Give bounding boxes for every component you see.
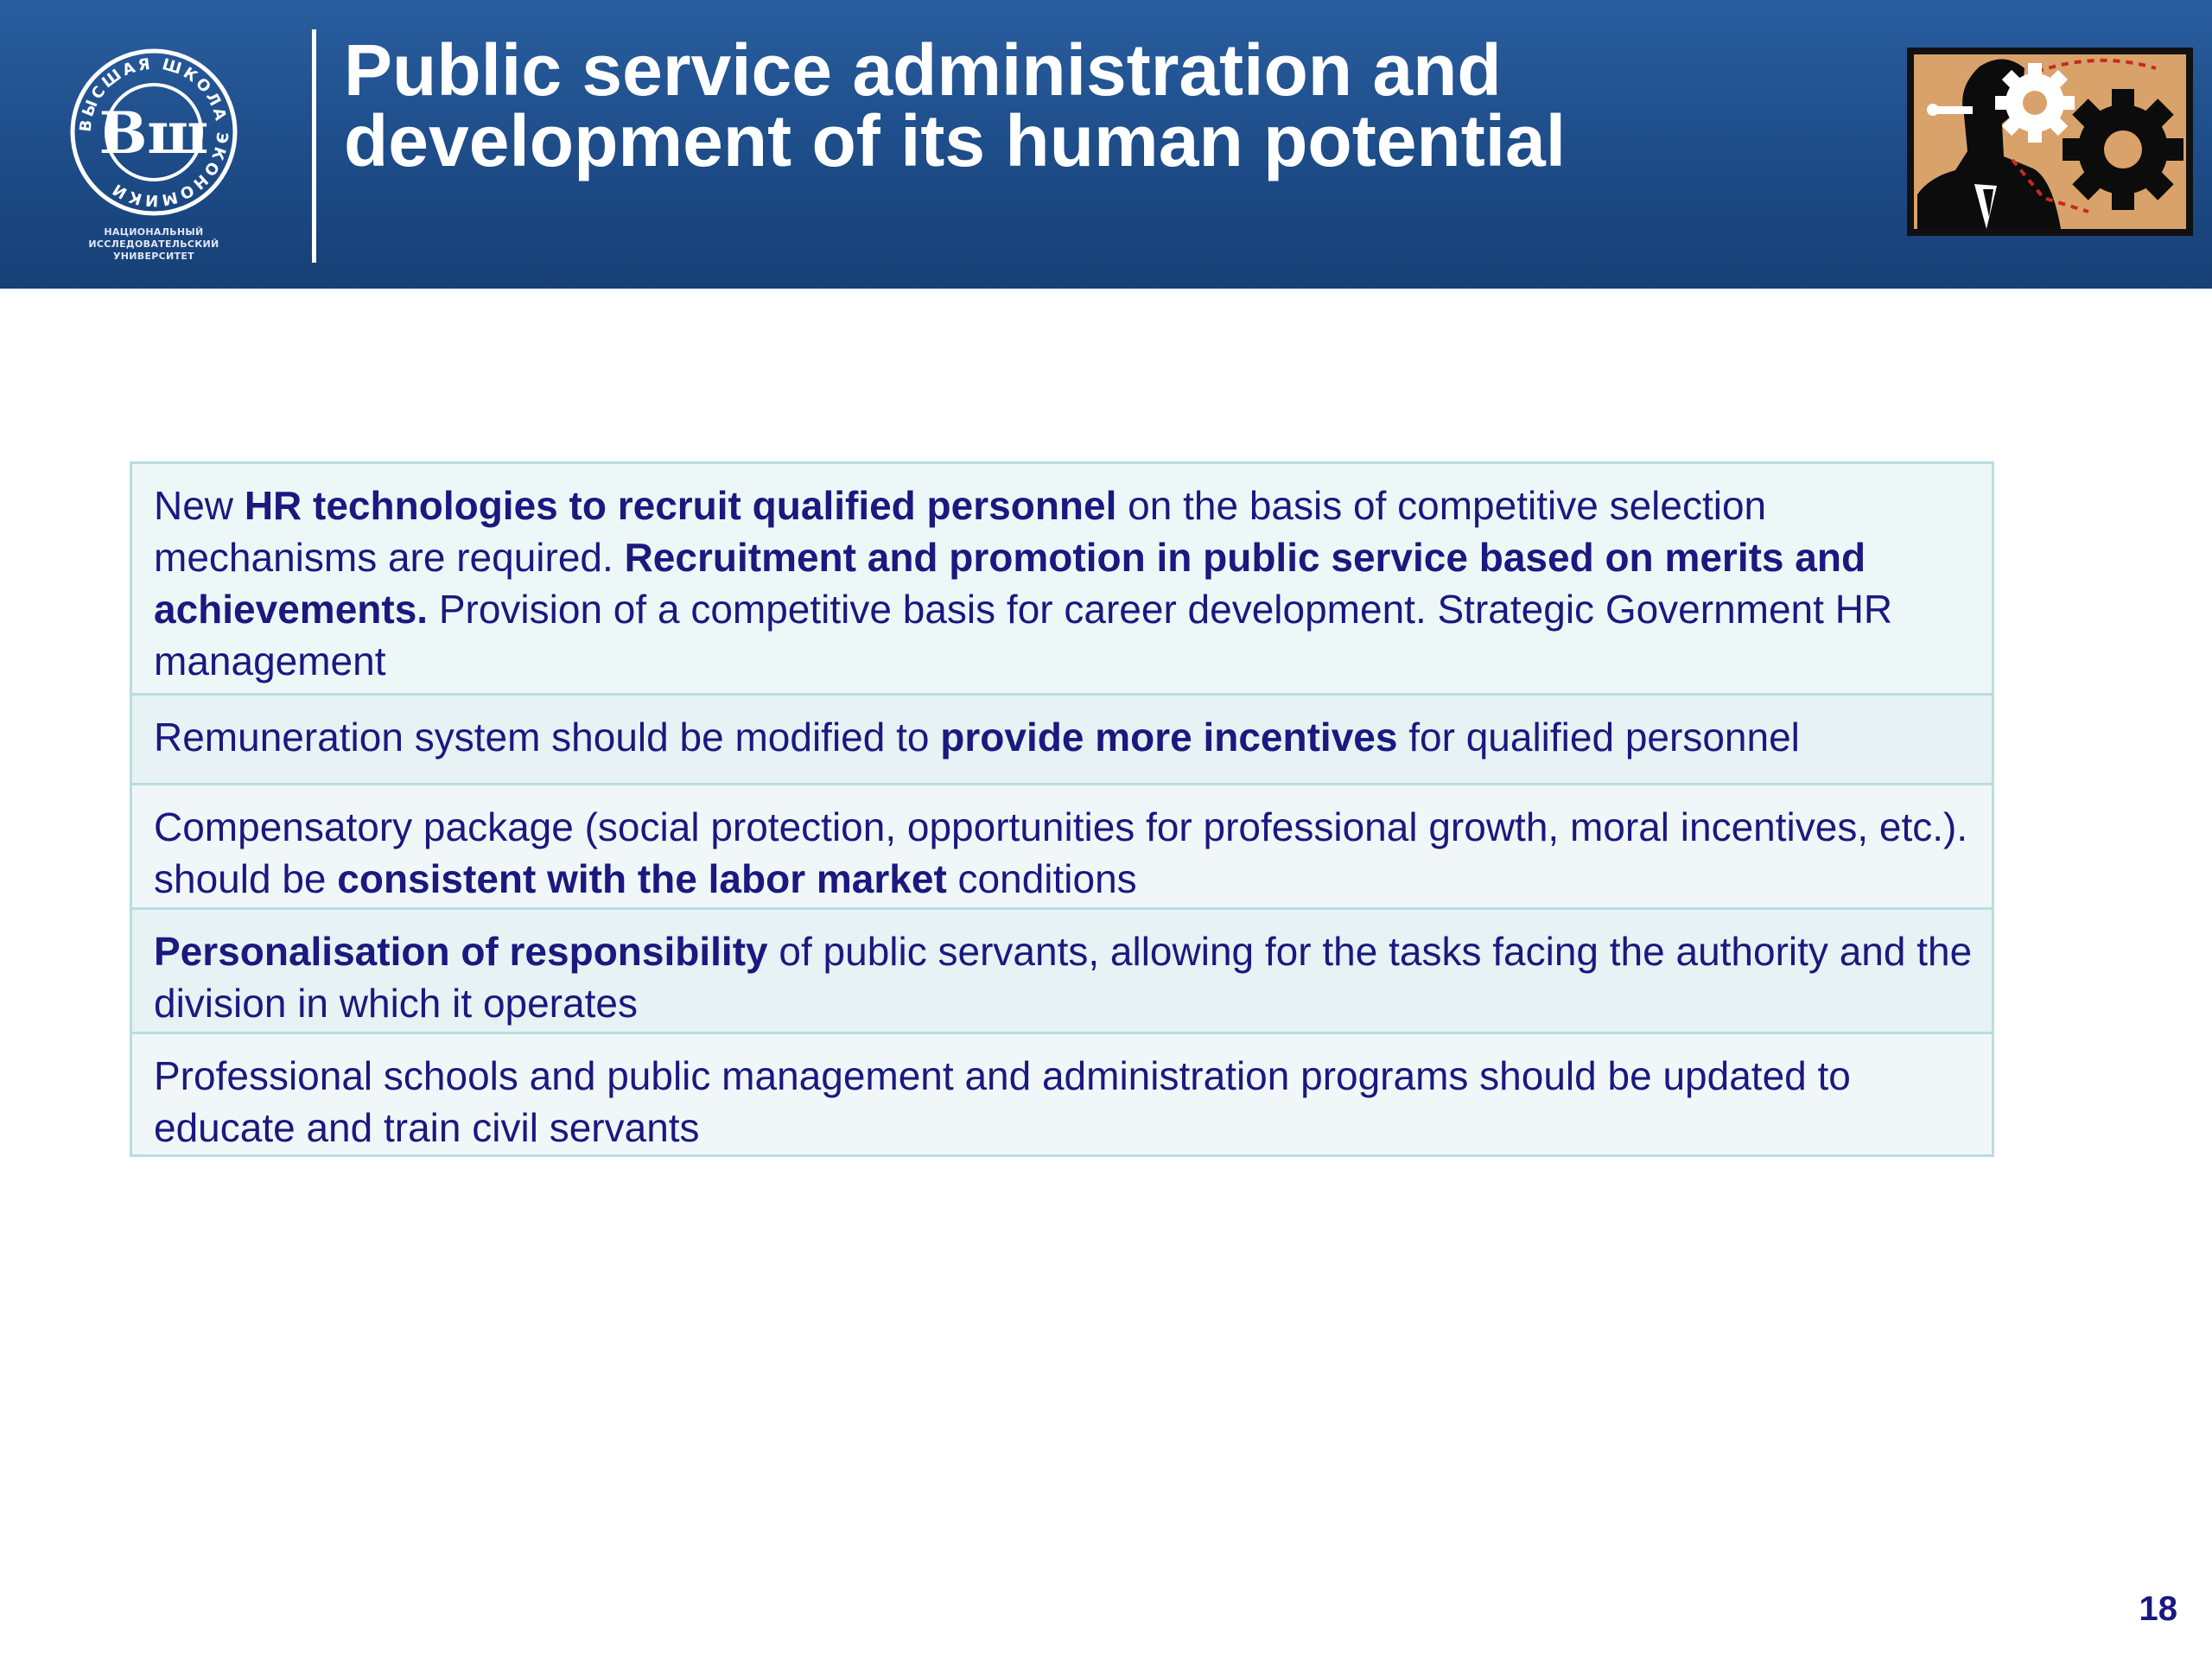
university-seal-icon [45, 41, 263, 223]
row-bold-text: Personalisation of responsibility [154, 929, 768, 974]
logo-caption [45, 226, 263, 263]
slide-title-line-2: development of its human potential [344, 100, 1567, 181]
table-row [132, 1032, 1992, 1154]
row-text: Compensatory package (social protection, opportunities for professional growth, moral incentives, etc.). should be [154, 804, 1968, 901]
slide-title-line-1: Public service administration and [344, 29, 1502, 111]
person-with-gears-image [1907, 48, 2193, 236]
table-row [132, 907, 1992, 1032]
row-bold-text: Recruitment and promotion in public service based on merits and achievements. [154, 535, 1866, 632]
row-bold-text: provide more incentives [940, 715, 1398, 760]
row-text: on the basis of competitive selection mechanisms are required. [154, 483, 1767, 580]
logo-ring-text: ВЫСШАЯ ШКОЛА ЭКОНОМИКИ [76, 54, 232, 210]
header-divider [312, 29, 316, 263]
logo-caption-line-1: НАЦИОНАЛЬНЫЙ ИССЛЕДОВАТЕЛЬСКИЙ [88, 226, 219, 250]
row-text: Remuneration system should be modified to [154, 715, 941, 760]
row-text: New [154, 483, 245, 528]
gears-icon [1907, 48, 2193, 236]
row-text: Provision of a competitive basis for career development. Strategic Government HR management [154, 587, 1893, 683]
row-text: for qualified personnel [1397, 715, 1800, 760]
page-number: 18 [2139, 1590, 2177, 1628]
row-bold-text: HR technologies to recruit qualified personnel [244, 483, 1117, 528]
university-logo [45, 41, 263, 266]
slide-header [0, 0, 2212, 289]
row-bold-text: consistent with the labor market [337, 856, 947, 901]
row-text: conditions [946, 856, 1137, 901]
logo-monogram: Вш [99, 99, 209, 167]
row-text: Professional schools and public management and administration programs should be updated to educate and train civil servants [154, 1053, 1851, 1150]
table-row [132, 693, 1992, 783]
bullet-table [130, 461, 1994, 1157]
slide-title [344, 29, 1813, 181]
table-row [132, 464, 1992, 693]
row-text: of public servants, allowing for the tasks facing the authority and the division in which it operates [154, 929, 1973, 1026]
logo-caption-line-2: УНИВЕРСИТЕТ [113, 251, 194, 262]
table-row [132, 783, 1992, 907]
